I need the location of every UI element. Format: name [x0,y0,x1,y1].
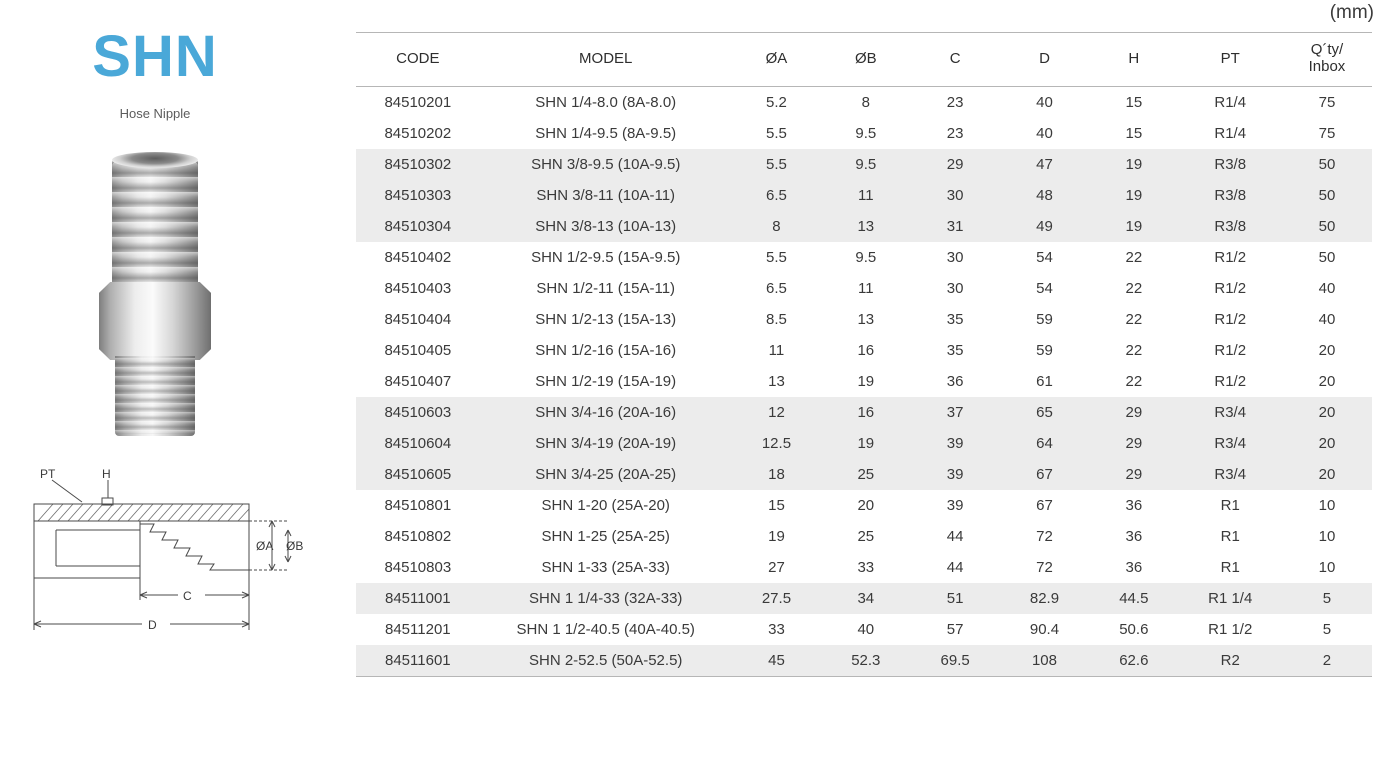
cell-diameter-b: 40 [857,620,875,638]
cell-qty-inbox: 75 [1318,93,1336,111]
cell-code: 84510407 [384,372,452,390]
cell-h: 22 [1125,372,1143,390]
cell-diameter-b: 13 [821,211,910,242]
cell-diameter-a: 12.5 [732,428,821,459]
cell-d: 82.9 [1000,583,1089,614]
cell-diameter-a: 45 [732,645,821,677]
cell-pt: R3/4 [1179,459,1282,490]
cell-diameter-b: 52.3 [821,645,910,677]
table-row [356,242,1372,273]
cell-diameter-a: 8.5 [766,310,787,328]
cell-pt: R3/4 [1179,428,1282,459]
cell-c: 37 [910,397,999,428]
cell-qty-inbox: 50 [1282,211,1372,242]
cell-c: 29 [910,149,999,180]
cell-h: 22 [1125,248,1143,266]
cell-pt: R1/4 [1214,124,1247,142]
cell-diameter-a: 12 [732,397,821,428]
cell-d: 40 [1036,124,1053,142]
cell-h: 19 [1089,180,1178,211]
cell-code: 84510802 [384,527,452,545]
cell-h: 62.6 [1089,645,1178,677]
cell-c: 30 [946,279,964,297]
cell-qty-inbox: 50 [1282,149,1372,180]
table-row [356,459,1372,490]
cell-diameter-b: 20 [857,496,875,514]
cell-pt: R1/4 [1214,93,1247,111]
cell-h: 44.5 [1089,583,1178,614]
cell-c: 44 [946,558,964,576]
cell-model: SHN 3/4-25 (20A-25) [480,459,732,490]
cell-d: 65 [1000,397,1089,428]
cell-diameter-a: 5.2 [766,93,787,111]
cell-qty-inbox: 20 [1282,397,1372,428]
cell-h: 29 [1089,397,1178,428]
photo-barb-opening [112,152,198,168]
cell-code: 84510405 [384,341,452,359]
cell-d: 67 [1000,459,1089,490]
table-row [356,149,1372,180]
cell-model: SHN 1 1/2-40.5 (40A-40.5) [516,620,695,638]
cell-qty-inbox: 20 [1282,428,1372,459]
cell-code: 84510402 [384,248,452,266]
brand-title: SHN [92,24,218,89]
table-header [356,33,1372,87]
cell-pt: R1/2 [1214,372,1247,390]
drawing-label-d: D [148,618,157,632]
cell-d: 67 [1036,496,1053,514]
cell-pt: R1/2 [1214,341,1247,359]
cell-diameter-a: 5.5 [766,248,787,266]
cell-model: SHN 1/2-19 (15A-19) [535,372,677,390]
cell-diameter-a: 5.5 [766,124,787,142]
cell-c: 30 [946,248,964,266]
cell-qty-inbox: 40 [1318,310,1336,328]
cell-c: 51 [910,583,999,614]
header-code: CODE [356,33,480,87]
drawing-label-a: ØA [256,539,274,553]
cell-code: 84510202 [384,124,452,142]
photo-hex-nut [99,282,211,360]
table-row [356,428,1372,459]
drawing-svg [20,458,320,658]
cell-code: 84510303 [356,180,480,211]
cell-model: SHN 1/2-13 (15A-13) [535,310,677,328]
table-row [356,180,1372,211]
cell-diameter-a: 8 [732,211,821,242]
cell-h: 50.6 [1119,620,1149,638]
cell-qty-inbox: 20 [1318,341,1336,359]
cell-pt: R1/2 [1214,248,1247,266]
cell-diameter-b: 9.5 [855,124,877,142]
cell-code: 84510304 [356,211,480,242]
cell-h: 22 [1125,279,1143,297]
cell-c: 39 [946,496,964,514]
cell-qty-inbox: 5 [1282,583,1372,614]
cell-d: 90.4 [1029,620,1060,638]
cell-h: 19 [1089,211,1178,242]
cell-qty-inbox: 20 [1282,459,1372,490]
cell-code: 84510201 [384,93,452,111]
table-row [356,645,1372,677]
unit-label: (mm) [1329,2,1374,23]
cell-h: 36 [1125,496,1143,514]
cell-diameter-a: 13 [768,372,785,390]
cell-pt: R3/8 [1179,149,1282,180]
cell-diameter-b: 9.5 [821,149,910,180]
cell-qty-inbox: 10 [1318,558,1336,576]
cell-d: 59 [1036,341,1053,359]
drawing-label-h: H [102,467,111,481]
header-qty-line2: Inbox [1308,58,1346,76]
cell-pt: R1 [1220,496,1240,514]
cell-c: 35 [946,310,964,328]
cell-qty-inbox: 20 [1318,372,1336,390]
table-row [356,521,1372,552]
cell-d: 49 [1000,211,1089,242]
table-row [356,211,1372,242]
cell-d: 40 [1036,93,1053,111]
cell-pt: R1/2 [1214,279,1247,297]
cell-diameter-a: 6.5 [766,279,787,297]
cell-model: SHN 1/4-8.0 (8A-8.0) [535,93,677,111]
cell-c: 23 [946,124,964,142]
cell-diameter-b: 25 [821,459,910,490]
specification-table [356,32,1372,677]
cell-model: SHN 3/4-16 (20A-16) [480,397,732,428]
table-row [356,304,1372,335]
cell-diameter-a: 11 [768,341,785,359]
cell-code: 84510604 [356,428,480,459]
cell-model: SHN 3/8-11 (10A-11) [480,180,732,211]
cell-model: SHN 1-33 (25A-33) [541,558,670,576]
cell-qty-inbox: 50 [1282,180,1372,211]
cell-qty-inbox: 10 [1318,527,1336,545]
header-diameter-b: ØB [821,33,910,87]
cell-c: 30 [910,180,999,211]
cell-model: SHN 1/4-9.5 (8A-9.5) [535,124,677,142]
header-c: C [910,33,999,87]
cell-c: 36 [946,372,964,390]
cell-d: 54 [1036,279,1053,297]
header-qty-line1: Q´ty/ [1310,41,1344,58]
table-row [356,86,1372,118]
cell-c: 23 [946,93,964,111]
cell-pt: R2 [1179,645,1282,677]
cell-code: 84510801 [384,496,452,514]
cell-model: SHN 1 1/4-33 (32A-33) [480,583,732,614]
table-row [356,118,1372,149]
cell-code: 84510605 [356,459,480,490]
drawing-label-c: C [183,589,192,603]
header-d: D [1000,33,1089,87]
table-row [356,366,1372,397]
table-body [356,86,1372,676]
cell-code: 84511601 [356,645,480,677]
cell-d: 108 [1000,645,1089,677]
header-model: MODEL [480,33,732,87]
cell-qty-inbox: 75 [1318,124,1336,142]
cell-c: 35 [946,341,964,359]
cell-model: SHN 3/4-19 (20A-19) [480,428,732,459]
cell-diameter-a: 33 [768,620,785,638]
cell-pt: R3/8 [1179,180,1282,211]
brand-subtitle: Hose Nipple [119,106,191,121]
cell-model: SHN 3/8-13 (10A-13) [480,211,732,242]
table-row [356,273,1372,304]
technical-drawing [20,458,320,658]
cell-qty-inbox: 40 [1318,279,1336,297]
cell-d: 47 [1000,149,1089,180]
photo-thread-lines [115,358,195,434]
cell-qty-inbox: 50 [1318,248,1336,266]
header-pt: PT [1179,33,1282,87]
table-row [356,583,1372,614]
cell-code: 84511001 [356,583,480,614]
cell-h: 15 [1125,124,1143,142]
cell-diameter-b: 13 [857,310,875,328]
cell-d: 72 [1036,527,1053,545]
cell-pt: R3/4 [1179,397,1282,428]
cell-c: 44 [946,527,964,545]
cell-diameter-b: 34 [821,583,910,614]
table-row [356,552,1372,583]
cell-pt: R1 1/4 [1179,583,1282,614]
table-row [356,490,1372,521]
cell-h: 15 [1125,93,1143,111]
cell-c: 39 [910,459,999,490]
cell-d: 59 [1036,310,1053,328]
header-qty-inbox [1282,33,1372,87]
header-h: H [1089,33,1178,87]
cell-h: 36 [1125,527,1143,545]
cell-diameter-b: 25 [857,527,875,545]
header-diameter-a: ØA [732,33,821,87]
cell-pt: R1 [1220,527,1240,545]
cell-diameter-a: 5.5 [732,149,821,180]
cell-model: SHN 1/2-16 (15A-16) [535,341,677,359]
cell-d: 61 [1036,372,1053,390]
cell-code: 84510404 [384,310,452,328]
cell-code: 84510803 [384,558,452,576]
cell-code: 84510403 [384,279,452,297]
cell-model: SHN 2-52.5 (50A-52.5) [480,645,732,677]
cell-d: 64 [1000,428,1089,459]
cell-h: 22 [1125,310,1143,328]
cell-diameter-a: 6.5 [732,180,821,211]
cell-diameter-b: 9.5 [855,248,877,266]
cell-qty-inbox: 2 [1282,645,1372,677]
photo-barb-rings [112,162,198,286]
cell-d: 54 [1036,248,1053,266]
cell-diameter-b: 19 [857,372,875,390]
product-panel [0,0,352,760]
cell-h: 29 [1089,459,1178,490]
table-row [356,335,1372,366]
cell-pt: R1 [1220,558,1240,576]
cell-diameter-b: 33 [857,558,875,576]
cell-diameter-b: 19 [821,428,910,459]
cell-h: 19 [1089,149,1178,180]
drawing-label-b: ØB [286,539,304,553]
cell-diameter-b: 8 [861,93,870,111]
cell-code: 84510603 [356,397,480,428]
cell-model: SHN 1-20 (25A-20) [541,496,670,514]
table-header-row [356,33,1372,87]
cell-h: 22 [1125,341,1143,359]
cell-diameter-b: 11 [858,279,874,297]
cell-c: 69.5 [910,645,999,677]
cell-diameter-b: 16 [821,397,910,428]
cell-diameter-a: 15 [768,496,785,514]
product-photo [85,158,225,433]
cell-code: 84511201 [385,620,451,638]
table-row [356,397,1372,428]
cell-diameter-b: 11 [821,180,910,211]
cell-diameter-a: 19 [768,527,785,545]
cell-code: 84510302 [356,149,480,180]
cell-diameter-a: 18 [732,459,821,490]
cell-diameter-a: 27.5 [732,583,821,614]
cell-diameter-b: 16 [857,341,875,359]
cell-model: SHN 1/2-9.5 (15A-9.5) [531,248,681,266]
cell-qty-inbox: 10 [1318,496,1336,514]
cell-diameter-a: 27 [768,558,785,576]
cell-d: 48 [1000,180,1089,211]
cell-qty-inbox: 5 [1322,620,1332,638]
drawing-label-pt: PT [40,467,56,481]
cell-pt: R1 1/2 [1208,620,1253,638]
cell-model: SHN 1-25 (25A-25) [541,527,670,545]
cell-pt: R1/2 [1214,310,1247,328]
cell-c: 57 [946,620,964,638]
cell-h: 36 [1125,558,1143,576]
cell-pt: R3/8 [1179,211,1282,242]
cell-d: 72 [1036,558,1053,576]
cell-model: SHN 1/2-11 (15A-11) [536,279,676,297]
cell-c: 31 [910,211,999,242]
table-row [356,614,1372,645]
cell-c: 39 [910,428,999,459]
cell-h: 29 [1089,428,1178,459]
cell-model: SHN 3/8-9.5 (10A-9.5) [480,149,732,180]
